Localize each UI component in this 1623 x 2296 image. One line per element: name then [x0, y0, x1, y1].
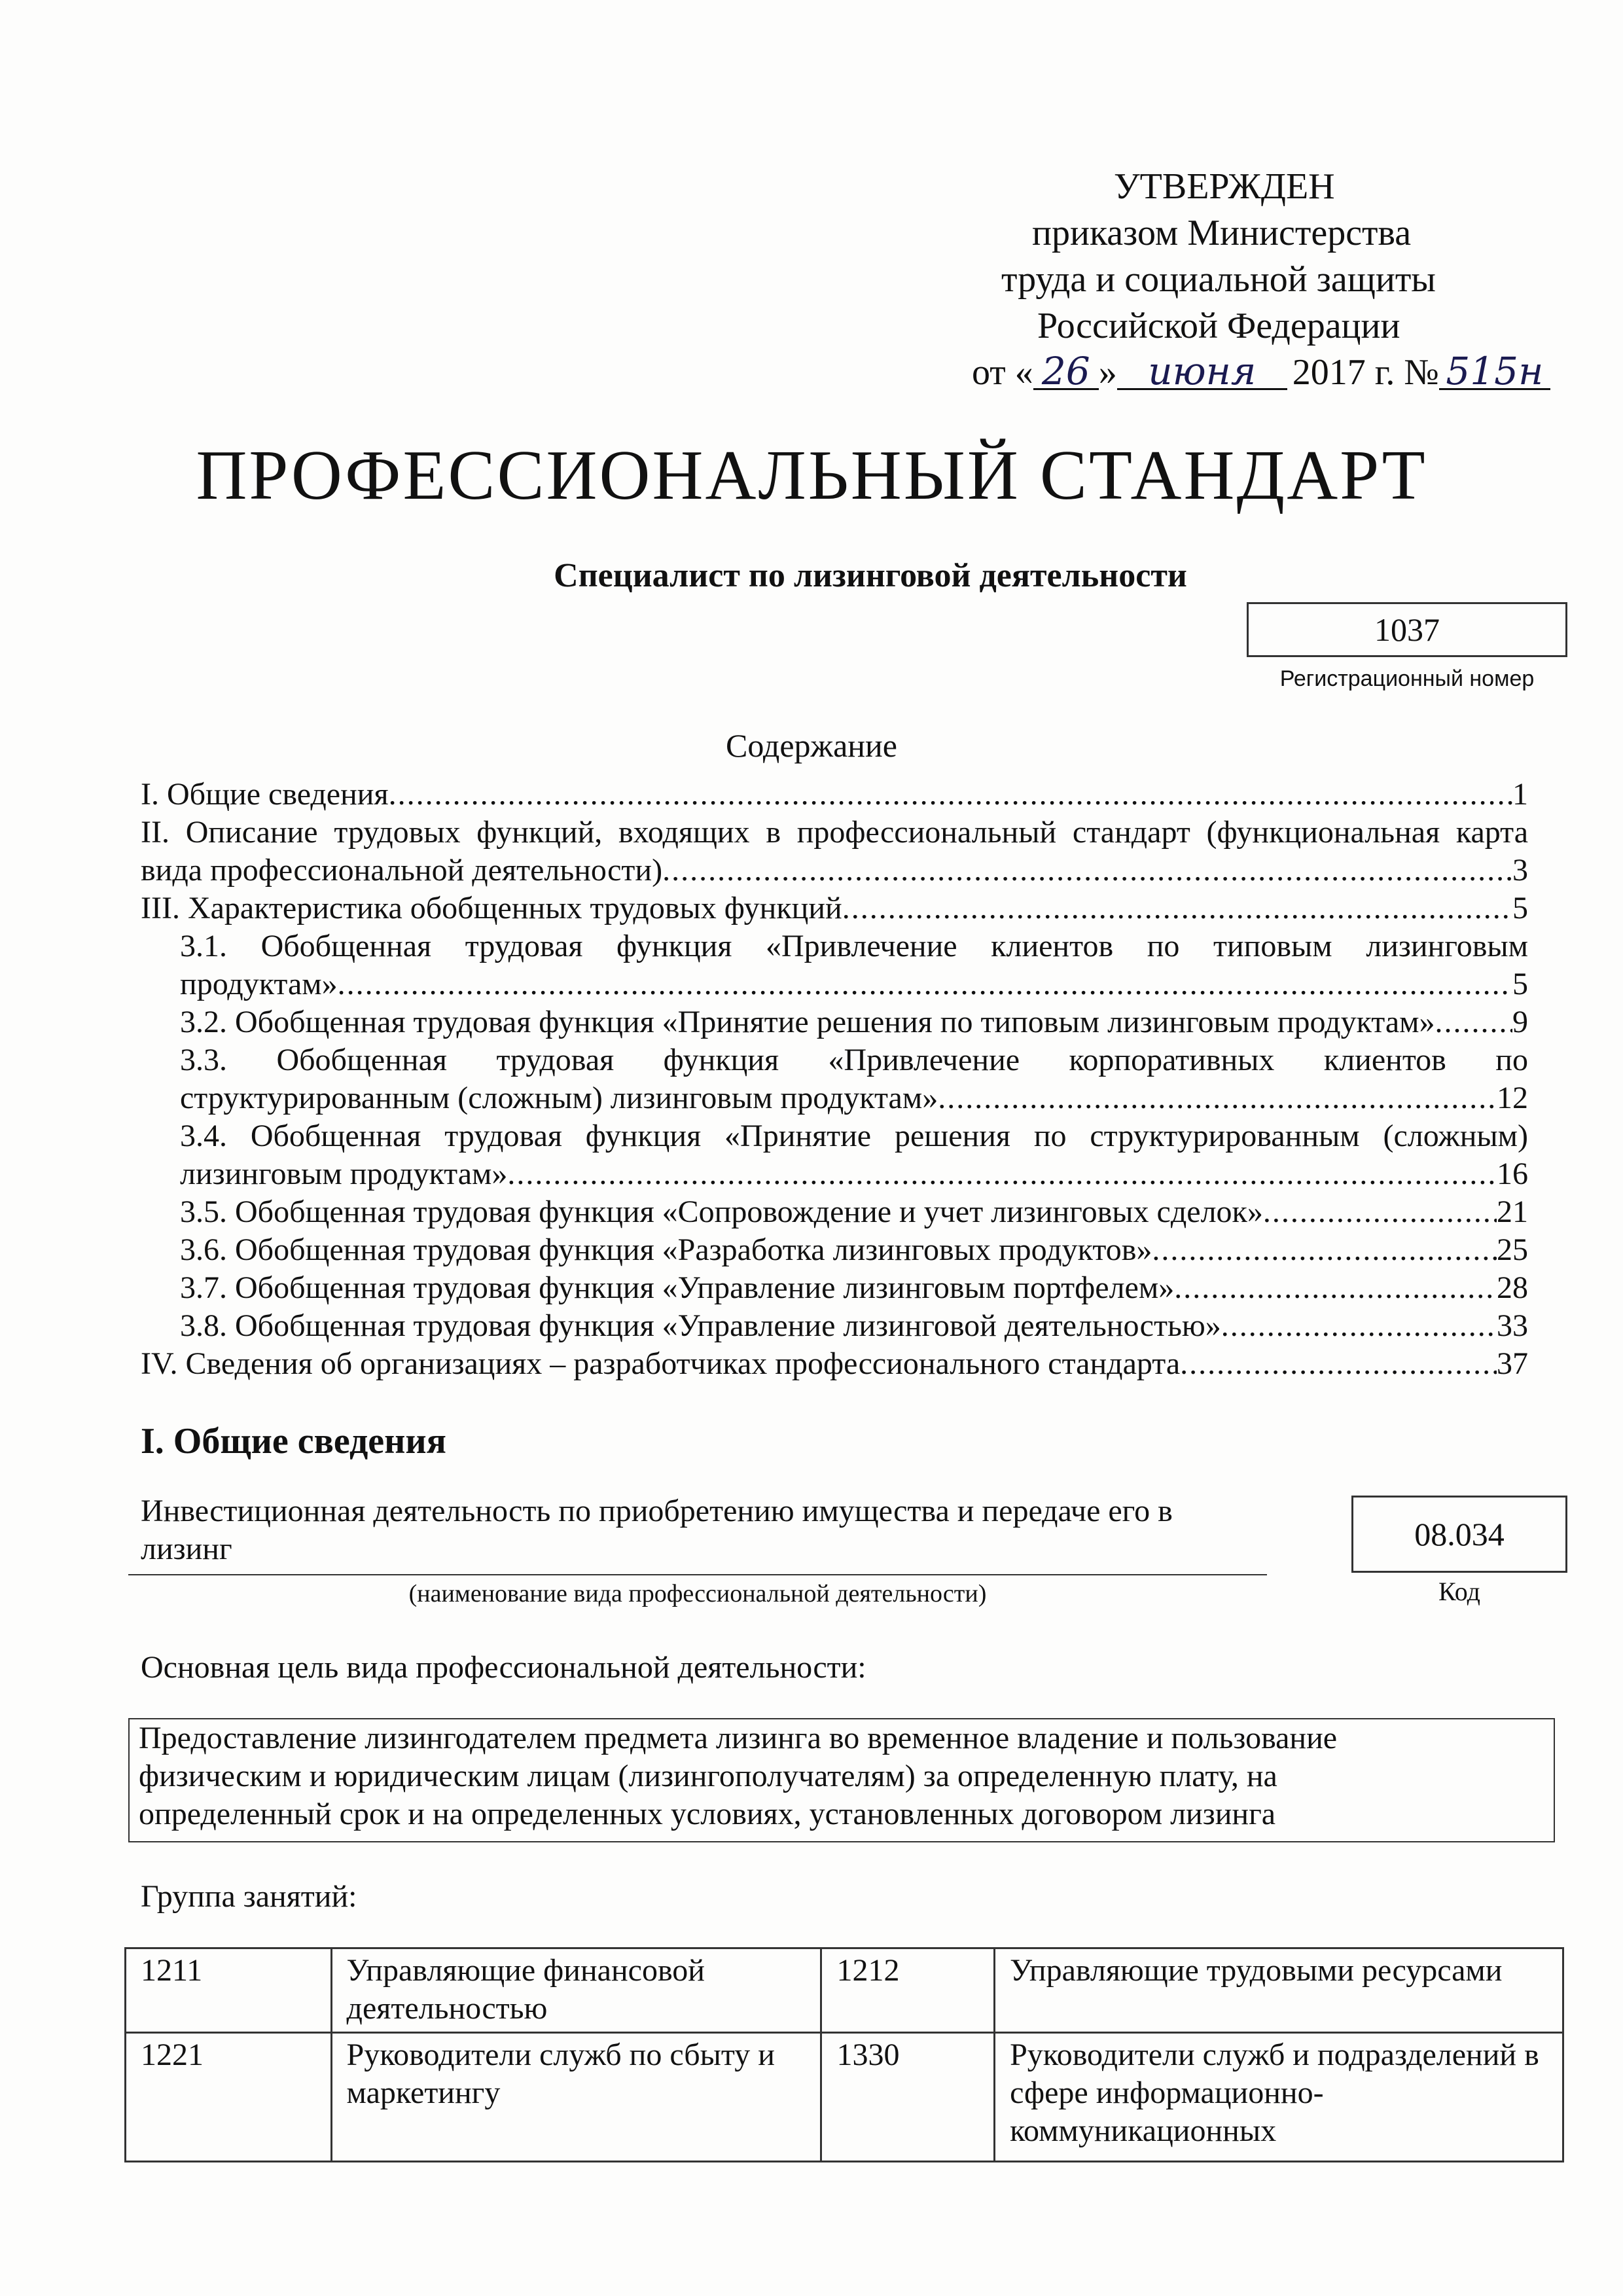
- toc-heading: Содержание: [726, 727, 897, 764]
- goal-label: Основная цель вида профессиональной деятельности:: [141, 1650, 866, 1685]
- toc-item[interactable]: продуктам» ..... 5: [141, 965, 1528, 1003]
- activity-caption: (наименование вида профессиональной деятельности): [408, 1580, 987, 1607]
- toc-item-line[interactable]: 3.1. Обобщенная трудовая функция «Привлечение клиентов по типовым лизинговым: [180, 929, 1528, 963]
- order-number-handwritten: 515н: [1439, 354, 1550, 390]
- occupation-code: 1221: [126, 2033, 332, 2162]
- activity-line-1: Инвестиционная деятельность по приобретению имущества и передаче его в: [141, 1494, 1173, 1528]
- toc-item[interactable]: IV. Сведения об организациях – разработчиках профессионального стандарта ..... 37: [141, 1345, 1528, 1383]
- toc-item[interactable]: 3.2. Обобщенная трудовая функция «Принятие решения по типовым лизинговым продуктам» ..... 9: [141, 1003, 1528, 1041]
- toc-item[interactable]: 3.6. Обобщенная трудовая функция «Разработка лизинговых продуктов» ..... 25: [141, 1231, 1528, 1269]
- toc-item[interactable]: 3.7. Обобщенная трудовая функция «Управление лизинговым портфелем» ..... 28: [141, 1269, 1528, 1307]
- table-of-contents: [141, 776, 1528, 1383]
- toc-item[interactable]: 3.5. Обобщенная трудовая функция «Сопровождение и учет лизинговых сделок» ..... 21: [141, 1193, 1528, 1231]
- goal-line-1: Предоставление лизингодателем предмета лизинга во временное владение и пользование: [139, 1721, 1338, 1755]
- table-row: [126, 1948, 1563, 2033]
- toc-item[interactable]: III. Характеристика обобщенных трудовых функций ..... 5: [141, 889, 1528, 927]
- toc-item[interactable]: структурированным (сложным) лизинговым продуктам» ..... 12: [141, 1079, 1528, 1117]
- toc-item[interactable]: 3.8. Обобщенная трудовая функция «Управление лизинговой деятельностью» ..... 33: [141, 1307, 1528, 1345]
- toc-item-line[interactable]: 3.4. Обобщенная трудовая функция «Принятие решения по структурированным (сложным): [180, 1119, 1528, 1153]
- document-title: ПРОФЕССИОНАЛЬНЫЙ СТАНДАРТ: [196, 437, 1427, 514]
- occupation-name: Управляющие трудовыми ресурсами: [995, 1948, 1563, 2033]
- toc-item[interactable]: вида профессиональной деятельности) ..... 3: [141, 852, 1528, 889]
- activity-code-box: 08.034: [1351, 1496, 1567, 1573]
- occupation-code: 1212: [821, 1948, 995, 2033]
- toc-item-line[interactable]: II. Описание трудовых функций, входящих в профессиональный стандарт (функциональная карта: [141, 815, 1528, 850]
- occupation-code: 1211: [126, 1948, 332, 2033]
- occupation-code: 1330: [821, 2033, 995, 2162]
- approval-date-line: [972, 350, 1550, 396]
- goal-box: [128, 1718, 1555, 1842]
- toc-item[interactable]: I. Общие сведения ..... 1: [141, 776, 1528, 814]
- date-prefix: от «: [972, 352, 1033, 393]
- section-heading: I. Общие сведения: [141, 1421, 446, 1462]
- approval-line-4: Российской Федерации: [1037, 306, 1400, 346]
- approval-line-2: приказом Министерства: [1032, 213, 1412, 253]
- date-day-handwritten: 26: [1033, 354, 1099, 390]
- occupations-table: [124, 1947, 1564, 2162]
- registration-number-box: 1037: [1247, 602, 1567, 657]
- registration-number-label: Регистрационный номер: [1279, 666, 1535, 691]
- approval-line-3: труда и социальной защиты: [1001, 259, 1436, 300]
- activity-name: [141, 1492, 1266, 1568]
- goal-line-2: физическим и юридическим лицам (лизингополучателям) за определенную плату, на: [139, 1759, 1277, 1793]
- table-row: [126, 2033, 1563, 2162]
- occupation-name: Руководители служб и подразделений в сфере информационно-коммуникационных: [995, 2033, 1563, 2162]
- activity-code-label: Код: [1438, 1577, 1480, 1606]
- standard-name: Специалист по лизинговой деятельности: [554, 557, 1187, 594]
- activity-underline: [128, 1574, 1267, 1575]
- occupation-name: Руководители служб по сбыту и маркетингу: [331, 2033, 821, 2162]
- date-year: 2017 г. №: [1292, 352, 1439, 393]
- goal-line-3: определенный срок и на определенных условиях, установленных договором лизинга: [139, 1797, 1276, 1831]
- occupation-name: Управляющие финансовой деятельностью: [331, 1948, 821, 2033]
- approval-line-1: УТВЕРЖДЕН: [1114, 166, 1335, 207]
- toc-item[interactable]: лизинговым продуктам» ..... 16: [141, 1155, 1528, 1193]
- activity-line-2: лизинг: [141, 1532, 232, 1566]
- occupation-group-label: Группа занятий:: [141, 1879, 357, 1914]
- date-month-handwritten: июня: [1117, 354, 1287, 390]
- date-quote: »: [1098, 352, 1117, 393]
- toc-item-line[interactable]: 3.3. Обобщенная трудовая функция «Привлечение корпоративных клиентов по: [180, 1043, 1528, 1077]
